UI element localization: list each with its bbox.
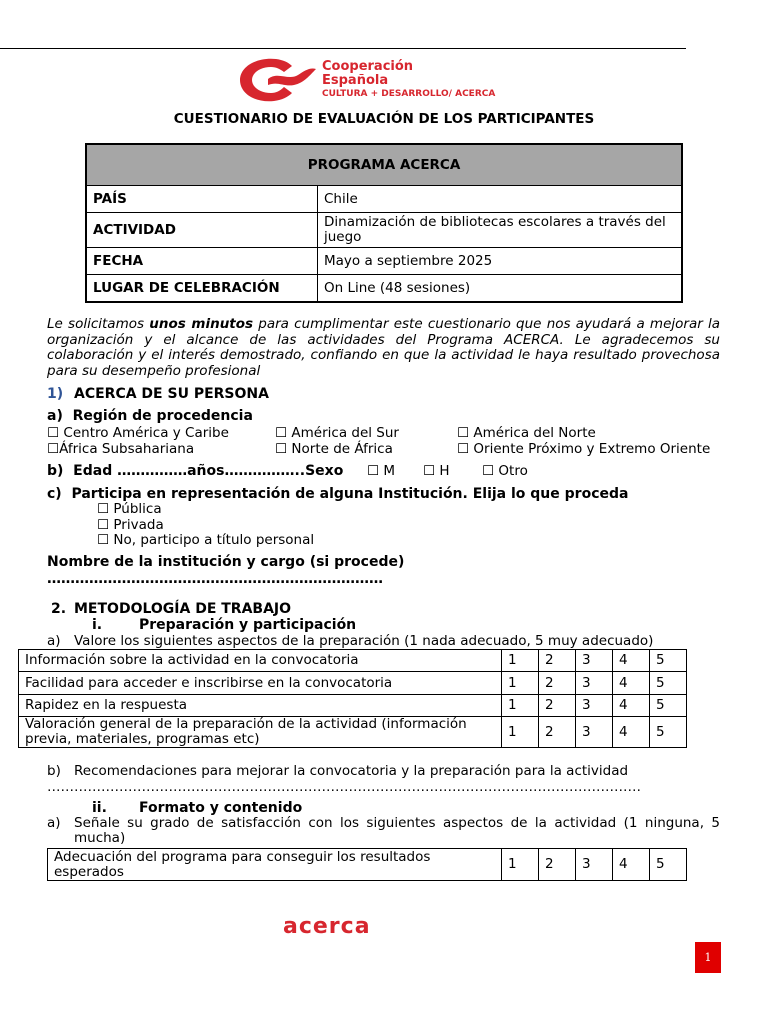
region-heading [47,408,253,424]
region-option-label: Oriente Próximo y Extremo Oriente [473,441,711,457]
region-option-1[interactable]: ☐ América del Sur [275,425,399,441]
region-title: Región de procedencia [72,408,253,424]
region-label-a: a) [47,408,63,424]
satisfaction-label-a: a) [47,815,61,831]
sex-option-label: H [439,463,450,479]
subsection-ii-title: Formato y contenido [139,800,303,816]
rating-5[interactable]: 5 [650,717,687,748]
rating-4[interactable]: 4 [613,849,650,881]
region-option-2[interactable]: ☐ América del Norte [457,425,596,441]
intro-bold: unos minutos [149,316,254,332]
institution-option-label: Pública [113,501,162,517]
acerca-footer-logo: acerca [283,914,371,939]
sex-option-otro[interactable]: ☐ Otro [482,463,528,479]
institution-name-title: Nombre de la institución y cargo (si procede) [47,554,405,570]
rating-1[interactable]: 1 [502,717,539,748]
subsection-i-number: i. [92,617,103,633]
recommendations-text: Recomendaciones para mejorar la convocatoria y la preparación para la actividad [74,763,629,779]
rating-2[interactable]: 2 [539,717,576,748]
value-pais: Chile [318,186,683,213]
institution-option-label: Privada [113,517,164,533]
subsection-ii-number: ii. [92,800,107,816]
rating-row-label: Información sobre la actividad en la convocatoria [19,650,502,672]
age-sex-row [47,463,343,479]
intro-paragraph [47,317,720,379]
logo-line1: Cooperación [322,59,414,74]
rating-2[interactable]: 2 [539,849,576,881]
content-rating-table [47,848,687,881]
page-title: CUESTIONARIO DE EVALUACIÓN DE LOS PARTICIPANTES [173,111,595,127]
logo-text [322,60,495,100]
subsection-i-title: Preparación y participación [139,617,357,633]
section2-number: 2. [51,601,67,617]
logo-line2: Española [322,73,389,88]
rating-1[interactable]: 1 [502,695,539,717]
rating-row-label: Facilidad para acceder e inscribirse en la convocatoria [19,672,502,695]
top-rule [0,48,686,49]
institution-question [47,486,628,502]
label-actividad: ACTIVIDAD [86,213,318,248]
rating-2[interactable]: 2 [539,650,576,672]
institution-title: Participa en representación de alguna Institución. Elija lo que proceda [71,486,629,502]
value-actividad: Dinamización de bibliotecas escolares a través del juego [318,213,683,248]
region-option-0[interactable]: ☐ Centro América y Caribe [47,425,229,441]
section2-heading [51,601,292,617]
age-label-b: b) [47,463,64,479]
subsection-i-heading [92,617,357,633]
rating-4[interactable]: 4 [613,672,650,695]
region-option-label: América del Norte [473,425,596,441]
sex-option-h[interactable]: ☐ H [423,463,450,479]
region-option-3[interactable]: ☐África Subsahariana [47,441,195,457]
rating-4[interactable]: 4 [613,695,650,717]
rating-5[interactable]: 5 [650,650,687,672]
institution-name-field[interactable]: ……………………………………………………………… [47,571,383,587]
rating-2[interactable]: 2 [539,695,576,717]
recommendations-question [47,763,629,779]
institution-label-c: c) [47,486,62,502]
rating-4[interactable]: 4 [613,717,650,748]
rating-1[interactable]: 1 [502,849,539,881]
page-number: 1 [695,942,721,973]
region-option-5[interactable]: ☐ Oriente Próximo y Extremo Oriente [457,441,711,457]
value-lugar: On Line (48 sesiones) [318,275,683,302]
value-fecha: Mayo a septiembre 2025 [318,248,683,275]
rating-row-label: Rapidez en la respuesta [19,695,502,717]
program-table [85,143,683,303]
rating-3[interactable]: 3 [576,695,613,717]
intro-part2: para cumplimentar este cuestionario que nos ayudará a mejorar la organización y el alcance de las actividades del Programa ACERCA. Le agradecemos su colaboración y el interés demostrado, confiando en que la actividad le haya resultado provechosa para su desempeño profesional [47,316,721,379]
rating-row-label: Valoración general de la preparación de la actividad (información previa, materiales, programas etc) [19,717,502,748]
program-header: PROGRAMA ACERCA [86,144,682,186]
intro-part1: Le solicitamos [47,316,150,332]
rating-1[interactable]: 1 [502,650,539,672]
preparation-rating-table [18,649,687,748]
region-option-label: África Subsahariana [59,441,195,457]
sex-option-m[interactable]: ☐ M [367,463,396,479]
institution-option-2[interactable]: ☐ No, participo a título personal [97,532,315,548]
rating-5[interactable]: 5 [650,695,687,717]
section1-heading [47,386,269,402]
institution-option-1[interactable]: ☐ Privada [97,517,164,533]
label-pais: PAÍS [86,186,318,213]
recommendations-label-b: b) [47,763,61,779]
cooperacion-logo-icon [238,55,318,105]
rating-3[interactable]: 3 [576,650,613,672]
region-option-label: América del Sur [291,425,399,441]
sex-option-label: Otro [498,463,528,479]
satisfaction-instruction [47,815,720,846]
rate-prep-label-a: a) [47,633,61,649]
sex-option-label: M [383,463,396,479]
age-sex-text: Edad ……………años……………..Sexo [73,463,344,479]
institution-option-0[interactable]: ☐ Pública [97,501,162,517]
section2-title: METODOLOGÍA DE TRABAJO [74,601,292,617]
region-option-4[interactable]: ☐ Norte de África [275,441,393,457]
subsection-ii-heading [92,800,303,816]
label-lugar: LUGAR DE CELEBRACIÓN [86,275,318,302]
rating-2[interactable]: 2 [539,672,576,695]
logo-line3: CULTURA + DESARROLLO/ ACERCA [322,89,496,99]
rating-3[interactable]: 3 [576,717,613,748]
recommendations-field[interactable]: …………………………………………………………………………………………………………………… [47,779,641,795]
rating-row-label: Adecuación del programa para conseguir los resultados esperados [48,849,502,881]
rating-1[interactable]: 1 [502,672,539,695]
satisfaction-text: Señale su grado de satisfacción con los siguientes aspectos de la actividad (1 ninguna, 5 mucha) [74,815,720,846]
rate-prep-instruction [47,633,654,649]
rating-5[interactable]: 5 [650,849,687,881]
rating-5[interactable]: 5 [650,672,687,695]
rate-prep-text: Valore los siguientes aspectos de la preparación (1 nada adecuado, 5 muy adecuado) [74,633,654,649]
region-option-label: Norte de África [291,441,393,457]
rating-3[interactable]: 3 [576,849,613,881]
institution-option-label: No, participo a título personal [113,532,315,548]
rating-4[interactable]: 4 [613,650,650,672]
region-option-label: Centro América y Caribe [63,425,229,441]
section1-number: 1) [47,386,64,402]
rating-3[interactable]: 3 [576,672,613,695]
label-fecha: FECHA [86,248,318,275]
section1-title: ACERCA DE SU PERSONA [74,386,269,402]
